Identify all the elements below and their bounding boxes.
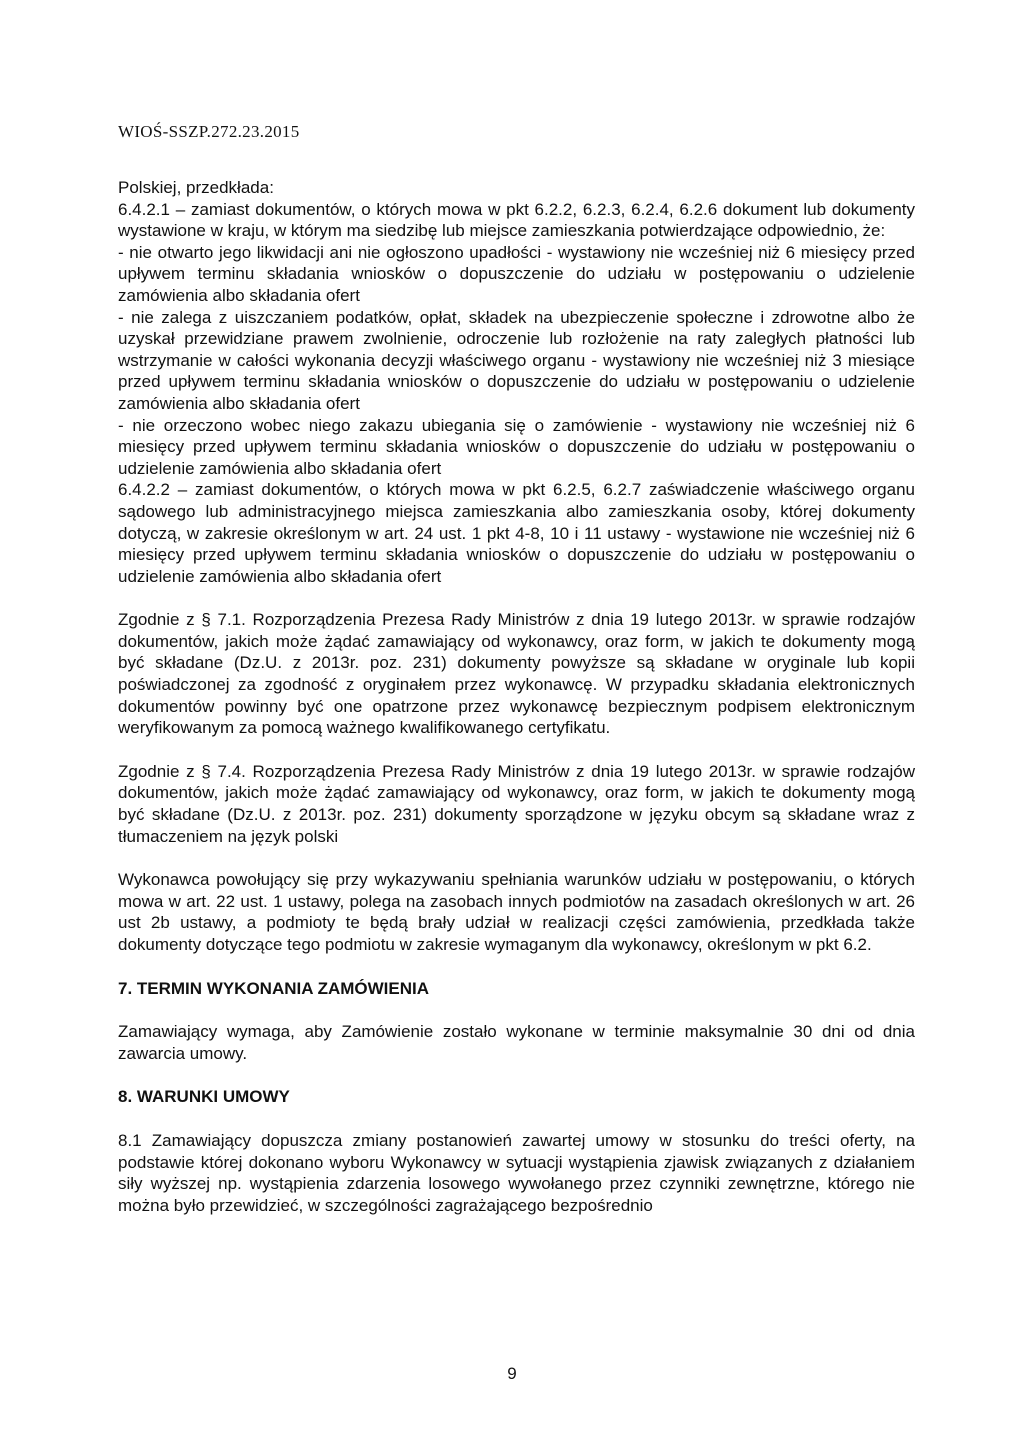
document-reference: WIOŚ-SSZP.272.23.2015 [118, 122, 300, 141]
section-8-text: 8.1 Zamawiający dopuszcza zmiany postanowień zawartej umowy w stosunku do treści oferty, na podstawie której dokonano wyboru Wykonawcy w sytuacji wystąpienia zjawisk związanych z działaniem siły wyższej np. wystąpienia zdarzenia losowego wywołanego przez czynniki zewnętrzne, którego nie można było przewidzieć, w szczególności zagrażającego bezpośrednio [118, 1130, 915, 1215]
paragraph-7-4: Zgodnie z § 7.4. Rozporządzenia Prezesa Rady Ministrów z dnia 19 lutego 2013r. w sprawie rodzajów dokumentów, jakich może żądać zamawiający od wykonawcy, oraz form, w jakich te dokumenty mogą być składane (Dz.U. z 2013r. poz. 231) dokumenty sporządzone w języku obcym są składane wraz z tłumaczeniem na język polski [118, 761, 915, 846]
paragraph-7-1: Zgodnie z § 7.1. Rozporządzenia Prezesa Rady Ministrów z dnia 19 lutego 2013r. w sprawie rodzajów dokumentów, jakich może żądać zamawiający od wykonawcy, oraz form, w jakich te dokumenty mogą być składane (Dz.U. z 2013r. poz. 231) dokumenty powyższe są składane w oryginale lub kopii poświadczonej za zgodność z oryginałem przez wykonawcę. W przypadku składania elektronicznych dokumentów powinny być one opatrzone przez wykonawcę bezpiecznym podpisem elektronicznym weryfikowanym za pomocą ważnego kwalifikowanego certyfikatu. [118, 610, 915, 738]
item-6-4-2-2: 6.4.2.2 – zamiast dokumentów, o których mowa w pkt 6.2.5, 6.2.7 zaświadczenie właściwego organu sądowego lub administracyjnego miejsca zamieszkania albo zamieszkania osoby, której dokumenty dotyczą, w zakresie określonym w art. 24 ust. 1 pkt 4-8, 10 i 11 ustawy - wystawione nie wcześniej niż 6 miesięcy przed upływem terminu składania wniosków o dopuszczenie do udziału w postępowaniu o udzielenie zamówienia albo składania ofert [118, 480, 915, 586]
page-number: 9 [507, 1364, 517, 1383]
document-body [118, 177, 915, 1216]
section-7-heading: 7. TERMIN WYKONANIA ZAMÓWIENIA [118, 978, 430, 998]
section-7-text: Zamawiający wymaga, aby Zamówienie zostało wykonane w terminie maksymalnie 30 dni od dnia zawarcia umowy. [118, 1022, 915, 1063]
bullet-liquidation: - nie otwarto jego likwidacji ani nie ogłoszono upadłości - wystawiony nie wcześniej niż 6 miesięcy przed upływem terminu składania wniosków o dopuszczenie do udziału w postępowaniu o udzielenie zamówienia albo składania ofert [118, 242, 915, 305]
item-6-4-2-1: 6.4.2.1 – zamiast dokumentów, o których mowa w pkt 6.2.2, 6.2.3, 6.2.4, 6.2.6 dokument lub dokumenty wystawione w kraju, w którym ma siedzibę lub miejsce zamieszkania potwierdzające odpowiednio, że: [118, 199, 915, 241]
continuation-line: Polskiej, przedkłada: [118, 178, 274, 197]
bullet-taxes: - nie zalega z uiszczaniem podatków, opłat, składek na ubezpieczenie społeczne i zdrowotne albo że uzyskał przewidziane prawem zwolnienie, odroczenie lub rozłożenie na raty zaległych płatności lub wstrzymanie w całości wykonania decyzji właściwego organu - wystawiony nie wcześniej niż 3 miesiące przed upływem terminu składania wniosków o dopuszczenie do udziału w postępowaniu o udzielenie zamówienia albo składania ofert [118, 307, 915, 413]
bullet-ban: - nie orzeczono wobec niego zakazu ubiegania się o zamówienie - wystawiony nie wcześniej niż 6 miesięcy przed upływem terminu składania wniosków o dopuszczenie do udziału w postępowaniu o udzielenie zamówienia albo składania ofert [118, 415, 915, 478]
paragraph-resources: Wykonawca powołujący się przy wykazywaniu spełniania warunków udziału w postępowaniu, o których mowa w art. 22 ust. 1 ustawy, polega na zasobach innych podmiotów na zasadach określonych w art. 26 ust 2b ustawy, a podmioty te będą brały udział w realizacji części zamówienia, przedkłada także dokumenty dotyczące tego podmiotu w zakresie wymaganym dla wykonawcy, określonym w pkt 6.2. [118, 870, 915, 954]
section-8-heading: 8. WARUNKI UMOWY [118, 1087, 290, 1107]
